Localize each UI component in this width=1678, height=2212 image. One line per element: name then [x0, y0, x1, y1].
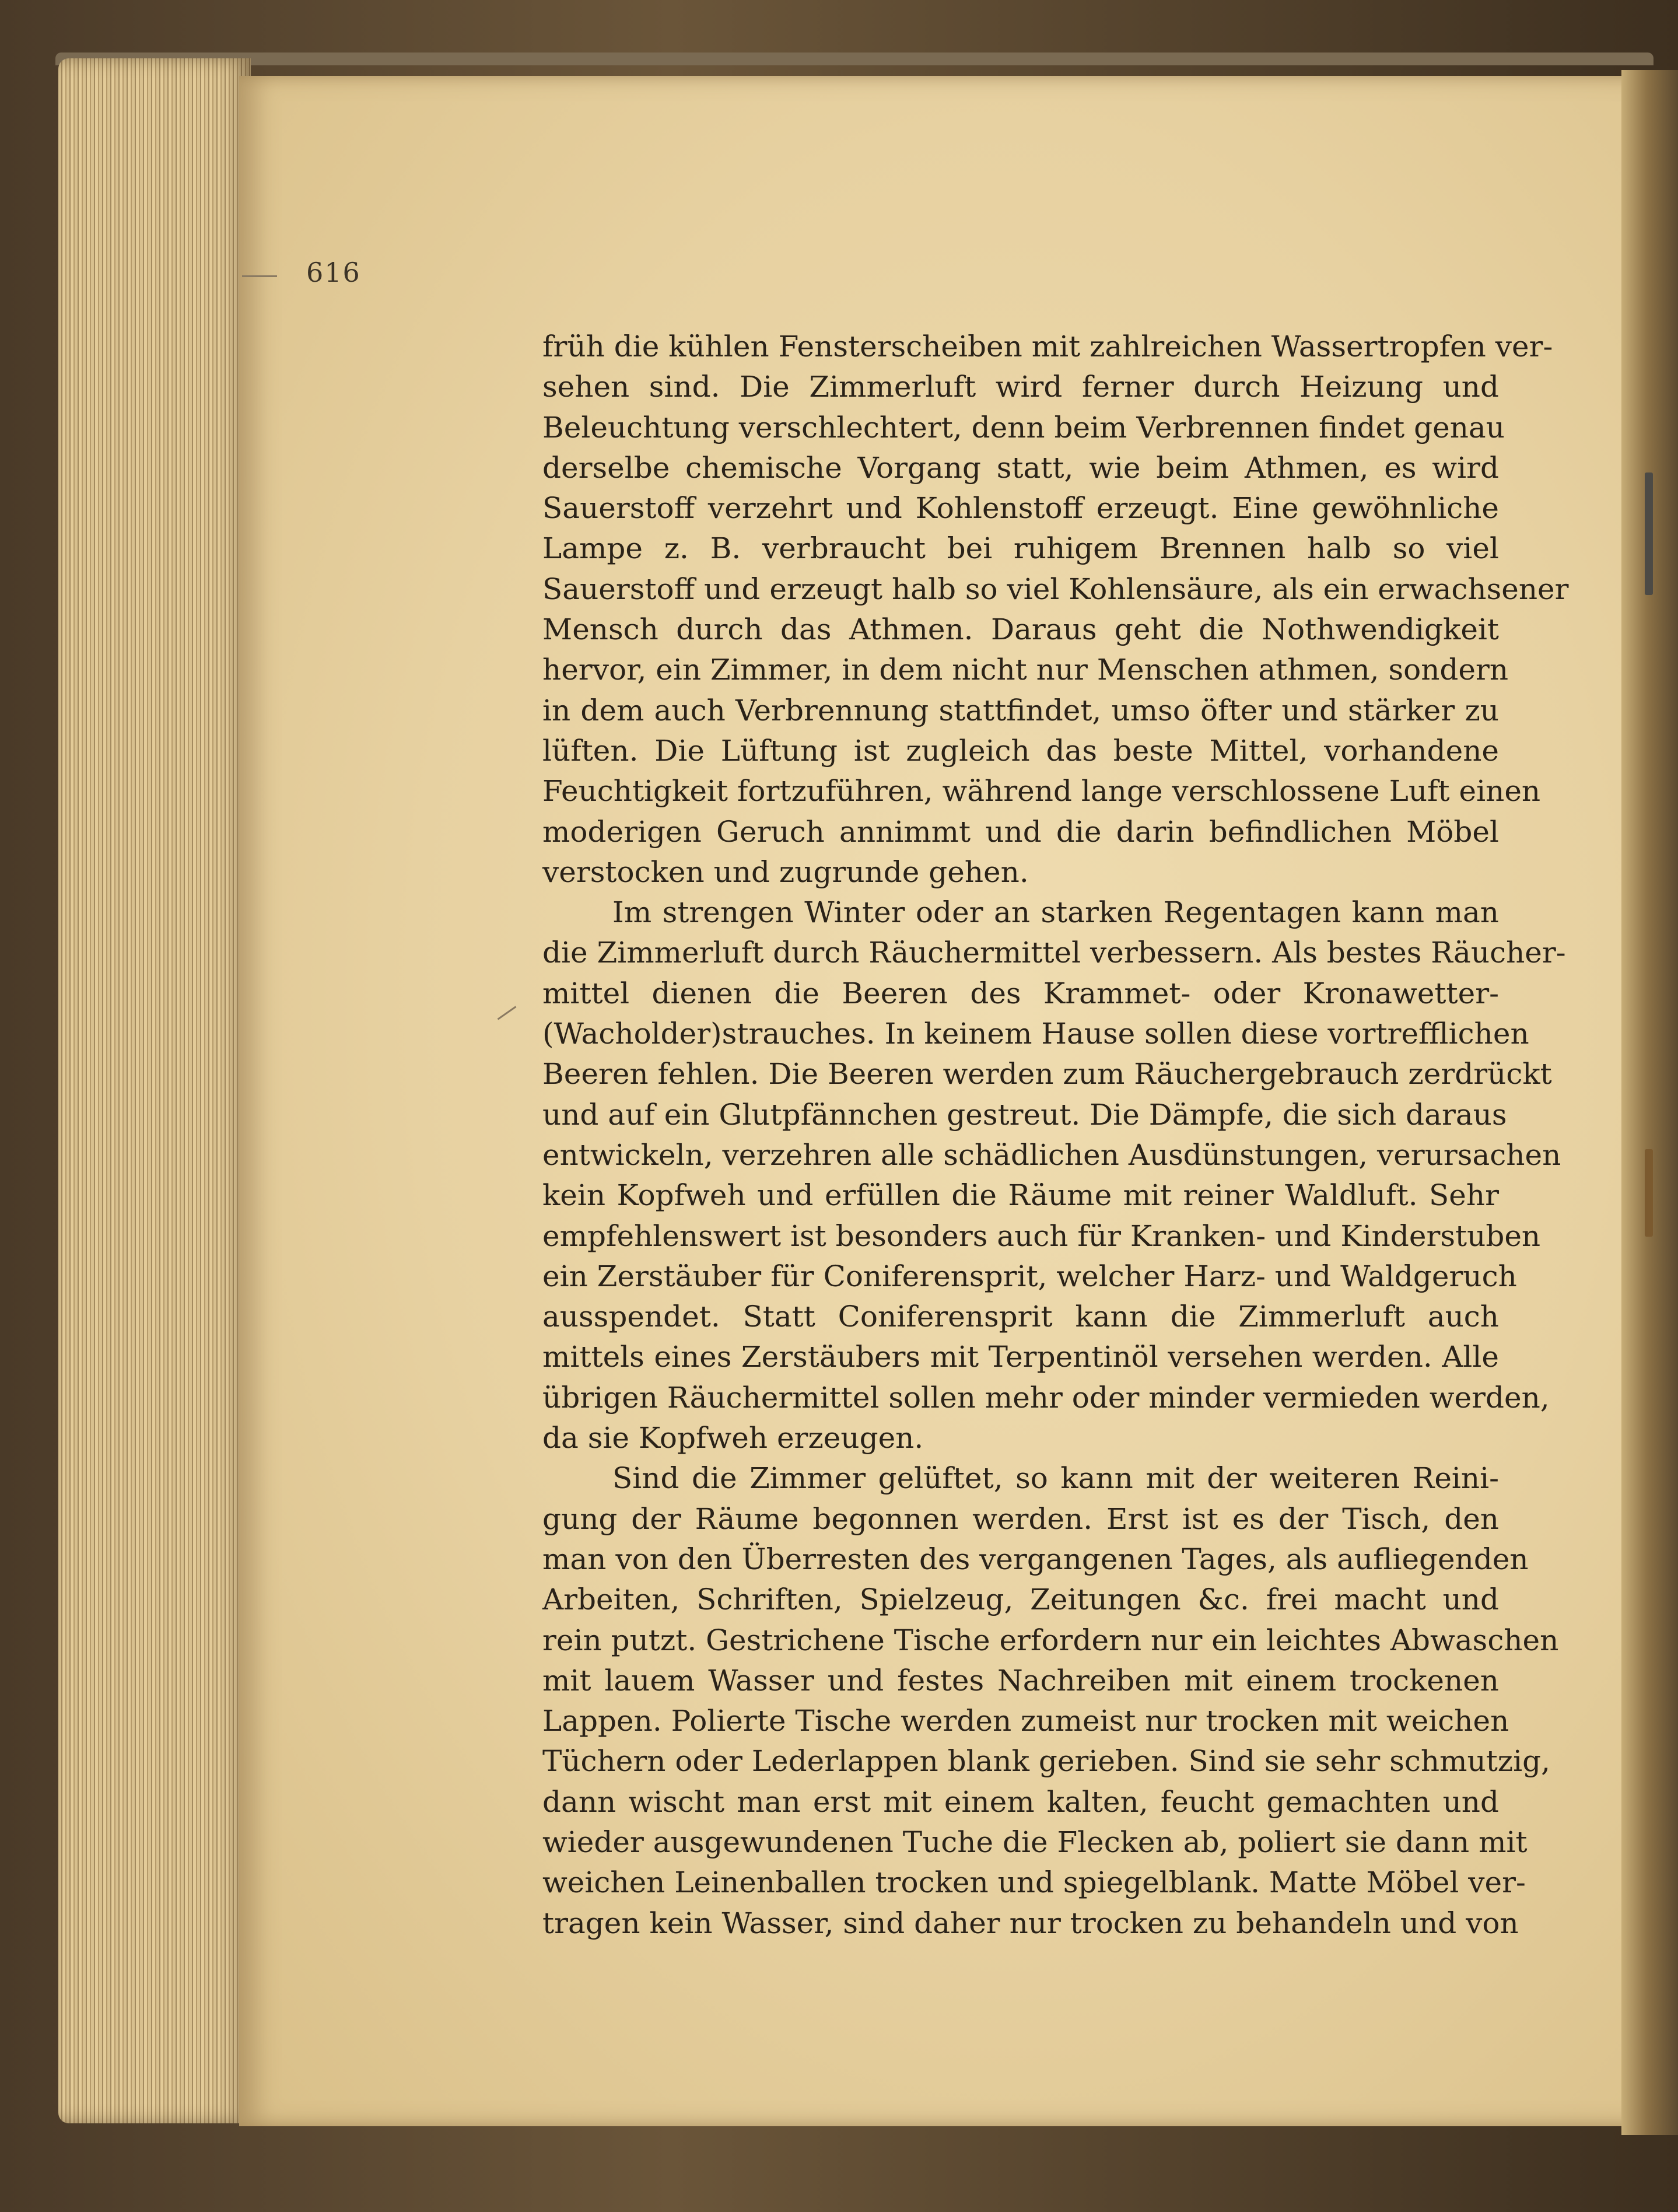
- text-line: Lampe z. B. verbraucht bei ruhigem Brennen halb so viel: [542, 531, 1499, 566]
- text-line: entwickeln, verzehren alle schädlichen Ausdünstungen, verursachen: [542, 1138, 1561, 1172]
- text-line: Beleuchtung verschlechtert, denn beim Verbrennen findet genau: [542, 410, 1505, 444]
- text-line: gung der Räume begonnen werden. Erst ist es der Tisch, den: [542, 1502, 1499, 1536]
- text-line: tragen kein Wasser, sind daher nur trocken zu behandeln und von: [542, 1906, 1519, 1940]
- text-line: Im strengen Winter oder an starken Regentagen kann man: [612, 895, 1499, 930]
- text-line: lüften. Die Lüftung ist zugleich das beste Mittel, vorhandene: [542, 733, 1499, 768]
- text-line: mittel dienen die Beeren des Krammet- oder Kronawetter-: [542, 976, 1499, 1010]
- text-line: rein putzt. Gestrichene Tische erfordern nur ein leichtes Abwaschen: [542, 1623, 1559, 1657]
- text-line: Sauerstoff verzehrt und Kohlenstoff erzeugt. Eine gewöhnliche: [542, 491, 1499, 526]
- book-cover-edge: [55, 52, 1654, 65]
- text-line: Lappen. Polierte Tische werden zumeist nur trocken mit weichen: [542, 1704, 1509, 1738]
- text-line: dann wischt man erst mit einem kalten, feucht gemachten und: [542, 1784, 1499, 1819]
- text-line: die Zimmerluft durch Räuchermittel verbessern. Als bestes Räucher-: [542, 936, 1566, 970]
- text-line: und auf ein Glutpfännchen gestreut. Die Dämpfe, die sich daraus: [542, 1097, 1507, 1132]
- text-line: in dem auch Verbrennung stattfindet, umso öfter und stärker zu: [542, 693, 1499, 727]
- pencil-mark: [242, 275, 277, 277]
- text-line: ein Zerstäuber für Coniferensprit, welcher Harz- und Waldgeruch: [542, 1259, 1517, 1293]
- bookmark-tab: [1645, 473, 1653, 595]
- text-line: weichen Leinenballen trocken und spiegelblank. Matte Möbel ver-: [542, 1866, 1526, 1900]
- text-line: hervor, ein Zimmer, in dem nicht nur Menschen athmen, sondern: [542, 653, 1509, 687]
- body-text: [542, 327, 1569, 1944]
- text-line: ausspendet. Statt Coniferensprit kann die Zimmerluft auch: [542, 1300, 1499, 1334]
- text-line: früh die kühlen Fensterscheiben mit zahlreichen Wassertropfen ver-: [542, 330, 1553, 363]
- text-line: derselbe chemische Vorgang statt, wie beim Athmen, es wird: [542, 450, 1499, 485]
- text-line: Sind die Zimmer gelüftet, so kann mit der weiteren Reini-: [612, 1461, 1499, 1496]
- text-line: übrigen Räuchermittel sollen mehr oder minder vermieden werden,: [542, 1380, 1550, 1415]
- text-line: empfehlenswert ist besonders auch für Kranken- und Kinderstuben: [542, 1219, 1541, 1253]
- text-line: Beeren fehlen. Die Beeren werden zum Räuchergebrauch zerdrückt: [542, 1057, 1552, 1091]
- text-line: Mensch durch das Athmen. Daraus geht die Nothwendigkeit: [542, 612, 1499, 647]
- text-line: sehen sind. Die Zimmerluft wird ferner durch Heizung und: [542, 370, 1499, 404]
- text-line: kein Kopfweh und erfüllen die Räume mit reiner Waldluft. Sehr: [542, 1178, 1499, 1213]
- text-line: verstocken und zugrunde gehen.: [542, 855, 1029, 889]
- text-line: Tüchern oder Lederlappen blank gerieben. Sind sie sehr schmutzig,: [542, 1744, 1551, 1779]
- page-gutter: [1621, 70, 1678, 2135]
- text-line: da sie Kopfweh erzeugen.: [542, 1421, 924, 1455]
- text-line: Sauerstoff und erzeugt halb so viel Kohlensäure, als ein erwachsener: [542, 572, 1569, 606]
- text-line: man von den Überresten des vergangenen Tages, als aufliegenden: [542, 1542, 1529, 1576]
- text-line: Arbeiten, Schriften, Spielzeug, Zeitungen &c. frei macht und: [542, 1583, 1499, 1617]
- text-line: wieder ausgewundenen Tuche die Flecken ab, poliert sie dann mit: [542, 1825, 1528, 1859]
- page-number: 616: [306, 257, 361, 288]
- bookmark-tab: [1645, 1149, 1653, 1237]
- text-line: mit lauem Wasser und festes Nachreiben mit einem trockenen: [542, 1663, 1499, 1698]
- page-stack-fore-edge: [58, 58, 251, 2123]
- text-line: Feuchtigkeit fortzuführen, während lange verschlossene Luft einen: [542, 774, 1541, 808]
- text-line: moderigen Geruch annimmt und die darin befindlichen Möbel: [542, 814, 1499, 849]
- text-line: (Wacholder)strauches. In keinem Hause sollen diese vortrefflichen: [542, 1017, 1529, 1051]
- text-line: mittels eines Zerstäubers mit Terpentinöl versehen werden. Alle: [542, 1340, 1499, 1374]
